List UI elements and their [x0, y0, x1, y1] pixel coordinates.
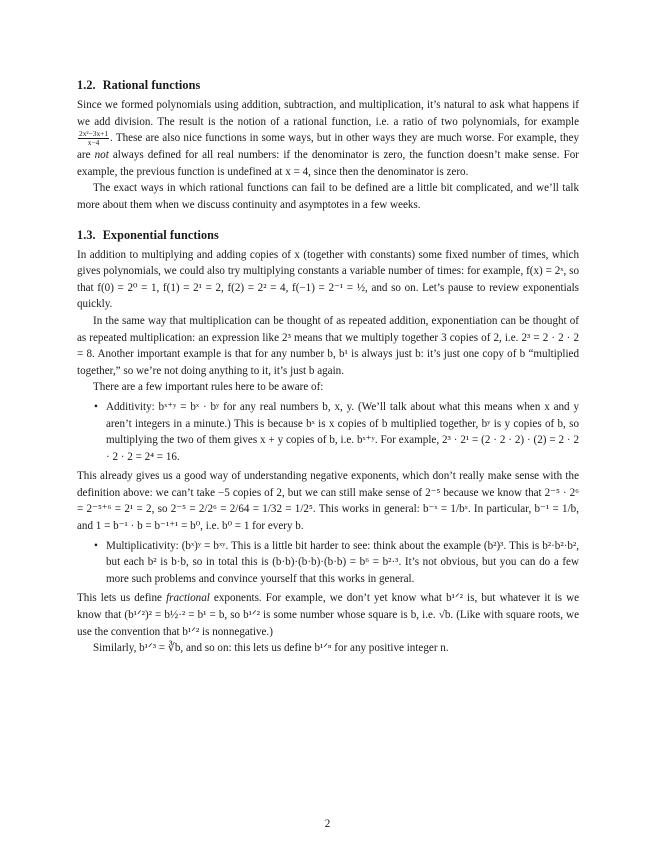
section-number: 1.3. — [77, 227, 96, 242]
paragraph-rational-failure: The exact ways in which rational functions can fail to be defined are a little bit complicated, and we’ll talk more about them when we discuss continuity and asymptotes in a few weeks. — [77, 182, 579, 211]
bullet-icon: • — [94, 539, 98, 552]
list-item-multiplicativity — [94, 538, 579, 588]
page-body — [77, 72, 579, 657]
section-title: Rational functions — [102, 78, 201, 92]
text-run: . These are also nice functions in some ways, but in other ways they are much worse. For example, they are — [77, 132, 579, 162]
section-heading-exponential-functions — [77, 228, 579, 243]
paragraph-rules-intro: There are a few important rules here to be aware of: — [93, 381, 324, 394]
list-item-text: Multiplicativity: (bˣ)ʸ = bˣʸ. This is a little bit harder to see: think about the example (b²)³. This is b²·b²·b², but each b² is b·b, so in total this is (b·b)·(b·b)·(b·b) = b⁶ = b²·³. It’s not obvious, but you can do a few more such problems and convince yourself that this works in general. — [106, 539, 579, 585]
paragraph-negative-exponents: This already gives us a good way of understanding negative exponents, which don’t really make sense with the definition above: we can’t take −5 copies of 2, but we can still make sense of 2⁻⁵ because we know that 2⁻⁵ · 2⁶ = 2⁻⁵⁺⁶ = 2¹ = 2, so 2⁻⁵ = 2/2⁶ = 2/64 = 1/32 = 1/2⁵. This works in general: b⁻ˣ = 1/bˣ. In particular, b⁻¹ = 1/b, and 1 = b⁻¹ · b = b⁻¹⁺¹ = b⁰, i.e. b⁰ = 1 for every b. — [77, 470, 579, 533]
text-run: exponents. For example, we don’t yet know what b¹ᐟ² is, but whatever it is we know that (b¹ᐟ²)² = b½·² = b¹ = b, so b¹ᐟ² is some number whose square is b, i.e. √b. (Like with square roots, we use the convention that b¹ᐟ² is nonnegative.) — [77, 592, 580, 638]
paragraph-repeated-multiplication: In the same way that multiplication can be thought of as repeated addition, exponentiation can be thought of as repeated multiplication: an expression like 2³ means that we multiply together 3 copies of 2, i.e. 2³ = 2 · 2 · 2 = 8. Another important example is that for any number b, b¹ is always just b: it’s just one copy of b “multiplied together,” so we’re not doing anything to it, it’s just b again. — [77, 314, 579, 377]
fraction-numerator: 2x²−3x+1 — [79, 129, 109, 139]
fraction-denominator: x−4 — [87, 138, 100, 148]
paragraph-rational-intro — [77, 97, 579, 180]
text-run: always defined for all real numbers: if the denominator is zero, the function doesn’t make sense. For example, the previous function is undefined at x = 4, since then the denominator is zero. — [77, 149, 579, 178]
section-title: Exponential functions — [102, 227, 219, 242]
emphasis-fractional: fractional — [166, 592, 210, 605]
text-run: This lets us define — [77, 592, 167, 605]
text-run: Since we formed polynomials using addition, subtraction, and multiplication, it’s natural to ask what happens if we add division. The result is the notion of a rational function, i.e. a ratio of two polynomials, for example — [77, 99, 579, 128]
paragraph-fractional-exponents — [77, 590, 579, 640]
page-number: 2 — [324, 818, 331, 830]
paragraph-cube-roots: Similarly, b¹ᐟ³ = ∛b, and so on: this lets us define b¹ᐟⁿ for any positive integer n. — [93, 642, 449, 655]
emphasis-not: not — [94, 149, 109, 162]
rules-list — [77, 399, 579, 465]
paragraph-exponential-intro: In addition to multiplying and adding copies of x (together with constants) some fixed number of times, which gives polynomials, we could also try multiplying constants a variable number of times: for example, f(x) = 2ˣ, so that f(0) = 2⁰ = 1, f(1) = 2¹ = 2, f(2) = 2² = 4, f(−1) = 2⁻¹ = ½, and so on. Let’s pause to review exponentials quickly. — [77, 248, 579, 311]
list-item-text: Additivity: bˣ⁺ʸ = bˣ · bʸ for any real numbers b, x, y. (We’ll talk about what this means when x and y aren’t integers in a minute.) This is because bˣ is x copies of b multiplied together, bʸ is y copies of b, so multiplying the two of them gives x + y copies of b, i.e. bˣ⁺ʸ. For example, 2³ · 2¹ = (2 · 2 · 2) · (2) = 2 · 2 · 2 · 2 = 2⁴ = 16. — [106, 400, 579, 463]
list-item-additivity — [94, 399, 579, 465]
fraction-example — [78, 130, 109, 147]
section-number: 1.2. — [77, 78, 96, 92]
bullet-icon: • — [94, 400, 98, 413]
section-heading-rational-functions — [77, 78, 579, 93]
rules-list-2 — [77, 538, 579, 588]
